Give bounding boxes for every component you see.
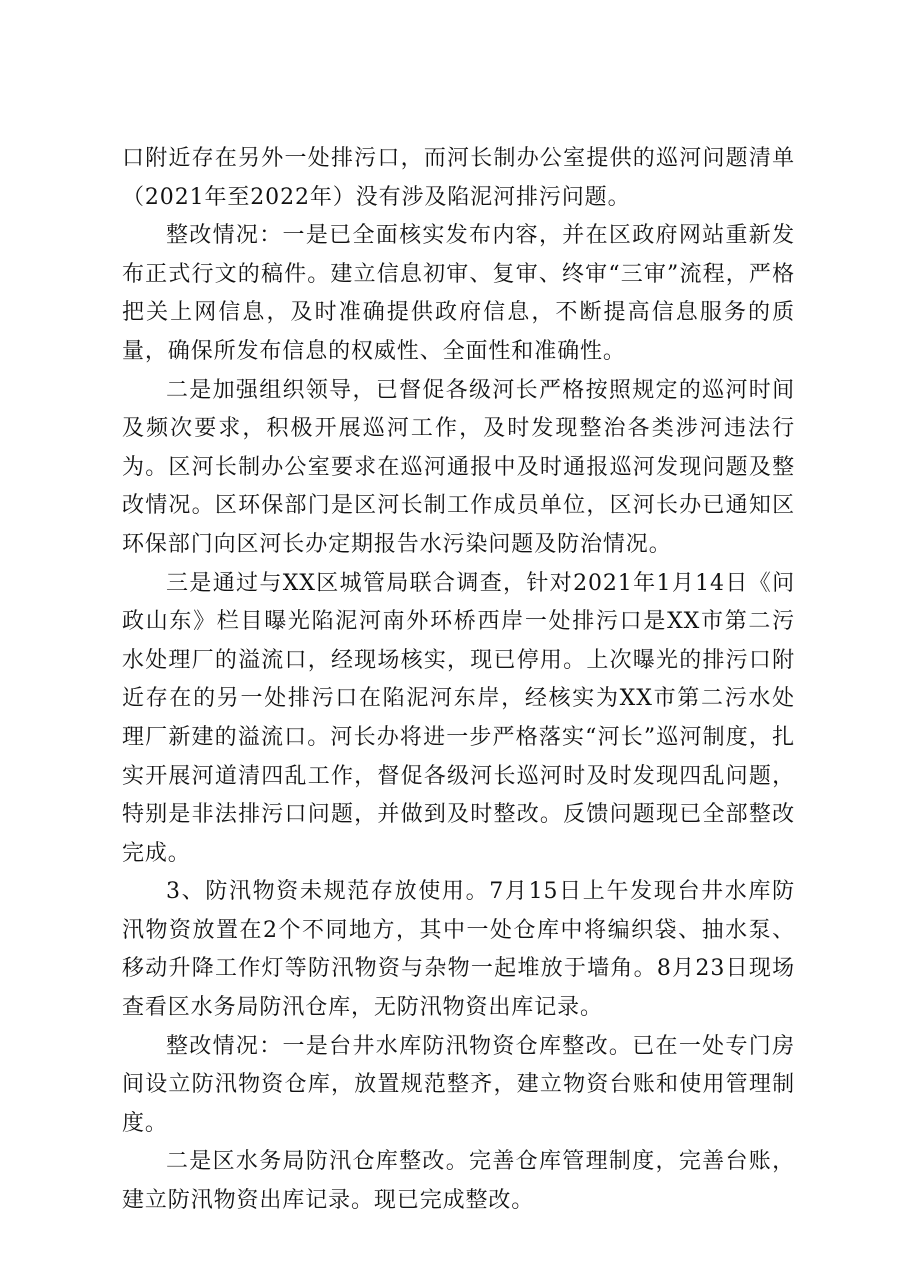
paragraph-rectification-2: 二是加强组织领导，已督促各级河长严格按照规定的巡河时间及频次要求，积极开展巡河工作，及时发现整治各类涉河违法行为。区河长制办公室要求在巡河通报中及时通报巡河发现问题及整改情况。区环保部门是区河长制工作成员单位，区河长办已通知区环保部门向区河长办定期报告水污染问题及防治情况。 [122,377,795,557]
paragraph-issue-3-rectification-2: 二是区水务局防汛仓库整改。完善仓库管理制度，完善台账，建立防汛物资出库记录。现已完成整改。 [122,1149,795,1214]
document-body [122,140,795,1221]
paragraph-issue-3-rectification-1: 整改情况：一是台井水库防汛物资仓库整改。已在一处专门房间设立防汛物资仓库，放置规范整齐，建立物资台账和使用管理制度。 [122,1033,795,1136]
paragraph-issue-3: 3、防汛物资未规范存放使用。7月15日上午发现台井水库防汛物资放置在2个不同地方，其中一处仓库中将编织袋、抽水泵、移动升降工作灯等防汛物资与杂物一起堆放于墙角。8月23日现场查看区水务局防汛仓库，无防汛物资出库记录。 [122,879,795,1021]
paragraph-continuation: 口附近存在另外一处排污口，而河长制办公室提供的巡河问题清单（2021年至2022年）没有涉及陷泥河排污问题。 [122,146,795,210]
paragraph-rectification-3: 三是通过与XX区城管局联合调查，针对2021年1月14日《问政山东》栏目曝光陷泥河南外环桥西岸一处排污口是XX市第二污水处理厂的溢流口，经现场核实，现已停用。上次曝光的排污口附近存在的另一处排污口在陷泥河东岸，经核实为XX市第二污水处理厂新建的溢流口。河长办将进一步严格落实“河长”巡河制度，扎实开展河道清四乱工作，督促各级河长巡河时及时发现四乱问题，特别是非法排污口问题，并做到及时整改。反馈问题现已全部整改完成。 [122,570,795,866]
paragraph-rectification-1: 整改情况：一是已全面核实发布内容，并在区政府网站重新发布正式行文的稿件。建立信息初审、复审、终审“三审”流程，严格把关上网信息，及时准确提供政府信息，不断提高信息服务的质量，确保所发布信息的权威性、全面性和准确性。 [122,223,795,364]
